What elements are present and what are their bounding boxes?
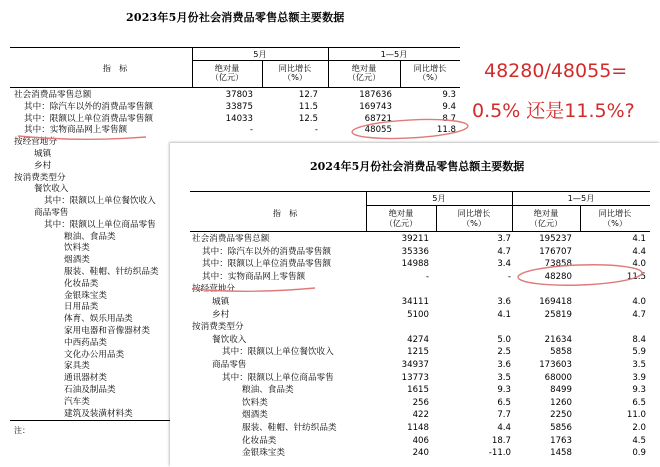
row-value: 68000 [544, 372, 572, 383]
row-label: 其中：实物商品网上零售额 [202, 271, 306, 282]
row-value: 35336 [401, 246, 429, 257]
header-top-rule [190, 191, 650, 192]
row-value: 3.6 [497, 360, 511, 370]
row-label: 化妆品类 [64, 278, 99, 289]
row-value: 5.9 [632, 347, 646, 358]
row-label: 其中：限额以上单位消费品零售额 [24, 113, 153, 124]
row-value: 68721 [364, 113, 392, 124]
row-value: 12.7 [298, 90, 318, 100]
row-label: 金银珠宝类 [64, 290, 107, 301]
row-label: 服装、鞋帽、针纺织品类 [64, 267, 159, 277]
row-value: 48055 [364, 125, 392, 136]
table-row [170, 271, 660, 284]
table-row [170, 258, 660, 271]
row-label: 其中：实物商品网上零售额 [24, 125, 128, 136]
row-value: 4.1 [632, 234, 646, 244]
row-value: 3.9 [632, 372, 646, 383]
row-value: 11.0 [626, 410, 646, 421]
row-value: - [425, 271, 429, 282]
row-label: 其中：限额以上单位消费品零售额 [202, 259, 331, 270]
table-row [170, 296, 660, 309]
footnote: 注： [14, 426, 30, 435]
row-value: 4.4 [497, 423, 511, 433]
row-value: 33875 [225, 101, 253, 112]
table-row [170, 372, 660, 385]
row-value: 1615 [407, 385, 429, 396]
row-value: 8.4 [632, 334, 646, 345]
row-value: 11.5 [298, 101, 318, 112]
row-value: 187636 [359, 90, 392, 100]
header-yoy: 同比增长 （%） [278, 63, 312, 82]
header-may: 5月 [253, 49, 267, 59]
table-row [170, 246, 660, 259]
row-label: 乡村 [34, 160, 52, 171]
row-value: 21634 [544, 334, 572, 345]
row-value: 169418 [539, 297, 572, 307]
row-label: 饮料类 [64, 243, 90, 254]
table-row [170, 435, 660, 448]
row-label: 城镇 [34, 149, 52, 159]
table-row [170, 422, 660, 435]
row-value: 9.3 [442, 90, 456, 100]
header-indicator: 指 标 [102, 63, 128, 73]
row-label: 餐饮收入 [212, 334, 247, 345]
row-value: 1260 [550, 397, 572, 408]
row-label: 家具类 [64, 361, 90, 372]
row-label: 其中：限额以上单位商品零售 [44, 219, 156, 230]
row-value: 7.7 [497, 410, 511, 421]
header-jan-may: 1—5月 [567, 193, 595, 203]
row-value: 406 [412, 435, 429, 446]
row-value: -11.0 [488, 448, 511, 459]
row-value: 1148 [407, 423, 429, 433]
header-bottom-rule [190, 231, 650, 232]
row-label: 粮油、食品类 [64, 231, 116, 242]
row-label: 金银珠宝类 [242, 448, 285, 459]
table-row [170, 283, 660, 296]
header-abs: 绝对量 （亿元） [210, 63, 244, 82]
row-label: 石油及制品类 [64, 385, 116, 395]
row-value: 1763 [550, 435, 572, 446]
row-label: 其中：限额以上单位餐饮收入 [222, 347, 334, 358]
row-value: 25819 [544, 309, 572, 320]
header-bottom-rule [10, 87, 460, 88]
row-value: - [314, 125, 318, 136]
row-value: 3.5 [632, 360, 646, 370]
row-label: 乡村 [212, 309, 230, 320]
row-label: 城镇 [212, 297, 230, 307]
row-label: 家用电器和音像器材类 [64, 326, 150, 336]
row-label: 按经营地分 [192, 284, 235, 295]
row-value: 3.7 [497, 234, 511, 244]
row-value: 39211 [401, 234, 429, 244]
row-value: 4.0 [632, 297, 646, 307]
table-row [170, 309, 660, 322]
row-value: 5856 [550, 423, 572, 433]
row-label: 中西药品类 [64, 337, 107, 348]
row-label: 服装、鞋帽、针纺织品类 [242, 423, 337, 433]
table-2024 [170, 143, 660, 467]
header-may: 5月 [432, 193, 446, 203]
header-mid-rule [366, 205, 650, 206]
table-row [170, 409, 660, 422]
header-abs: 绝对量 （亿元） [384, 208, 418, 228]
row-value: 240 [412, 448, 429, 459]
header-mid-rule [192, 60, 460, 61]
row-label: 烟酒类 [242, 410, 268, 421]
row-value: 4.7 [632, 309, 646, 320]
row-value: 73858 [544, 259, 572, 270]
row-label: 商品零售 [212, 360, 247, 370]
row-value: 3.4 [497, 259, 511, 270]
header-yoy: 同比增长 （%） [598, 208, 632, 228]
row-label: 日用品类 [64, 302, 99, 313]
row-label: 社会消费品零售总额 [192, 234, 270, 244]
row-value: 13773 [401, 372, 429, 383]
row-value: 37803 [225, 90, 253, 100]
row-value: 169743 [359, 101, 392, 112]
table-row [170, 321, 660, 334]
row-label: 通讯器材类 [64, 373, 107, 384]
row-value: 11.8 [436, 125, 456, 136]
row-value: 9.3 [632, 385, 646, 396]
row-value: 256 [412, 397, 429, 408]
table-row [0, 113, 470, 125]
row-value: 4.4 [632, 246, 646, 257]
row-value: 8499 [550, 385, 572, 396]
row-label: 按经营地分 [14, 137, 57, 148]
header-top-rule [10, 47, 460, 48]
row-value: 34111 [401, 297, 429, 307]
row-label: 按消费类型分 [192, 322, 244, 333]
row-label: 其中：除汽车以外的消费品零售额 [24, 101, 153, 112]
table-2023-title: 2023年5月份社会消费品零售总额主要数据 [126, 11, 345, 24]
header-abs: 绝对量 （亿元） [529, 208, 563, 228]
table-row [0, 89, 470, 101]
header-yoy: 同比增长 （%） [413, 63, 447, 82]
row-value: 5858 [550, 347, 572, 358]
row-label: 饮料类 [242, 397, 268, 408]
row-value: 5.0 [497, 334, 511, 345]
row-value: 3.6 [497, 297, 511, 307]
header-abs: 绝对量 （亿元） [347, 63, 381, 82]
row-label: 体育、娱乐用品类 [64, 314, 133, 325]
row-label: 按消费类型分 [14, 172, 66, 183]
row-value: 4.5 [632, 435, 646, 446]
row-value: 4.1 [497, 309, 511, 320]
row-value: 2.5 [497, 347, 511, 358]
row-value: 173603 [539, 360, 572, 370]
table-row [170, 384, 660, 397]
row-value: - [249, 125, 253, 136]
table-row [170, 334, 660, 347]
row-value: 4.7 [497, 246, 511, 257]
row-value: 14988 [401, 259, 429, 270]
row-value: 18.7 [491, 435, 511, 446]
row-label: 烟酒类 [64, 255, 90, 266]
annotation-line-2: 0.5% 还是11.5%? [472, 100, 635, 122]
table-2024-title: 2024年5月份社会消费品零售总额主要数据 [310, 160, 525, 173]
row-label: 粮油、食品类 [242, 385, 294, 396]
row-label: 其中：除汽车以外的消费品零售额 [202, 246, 331, 257]
row-value: 9.3 [497, 385, 511, 396]
row-label: 汽车类 [64, 396, 90, 407]
row-value: 14033 [225, 113, 253, 124]
row-value: 176707 [539, 246, 572, 257]
row-value: 422 [412, 410, 429, 421]
row-value: 2.0 [632, 423, 646, 433]
table-row [170, 359, 660, 372]
row-label: 商品零售 [34, 208, 69, 218]
table-row [0, 124, 470, 136]
row-label: 文化办公用品类 [64, 349, 125, 360]
row-value: 195237 [539, 234, 572, 244]
table-row [170, 447, 660, 460]
row-value: 1215 [407, 347, 429, 358]
row-value: 3.5 [497, 372, 511, 383]
row-label: 建筑及装潢材料类 [64, 408, 133, 419]
row-value: 11.5 [626, 271, 646, 282]
row-value: 0.9 [632, 448, 646, 459]
header-yoy: 同比增长 （%） [457, 208, 491, 228]
row-value: 12.5 [298, 113, 318, 124]
row-value: 5100 [407, 309, 429, 320]
row-value: 9.4 [442, 101, 456, 112]
table-row [170, 233, 660, 246]
row-value: 1458 [550, 448, 572, 459]
row-value: 6.5 [632, 397, 646, 408]
row-value: 2250 [550, 410, 572, 421]
row-value: - [507, 271, 511, 282]
row-value: 4.0 [632, 259, 646, 270]
table-row [170, 346, 660, 359]
row-value: 48280 [544, 271, 572, 282]
row-value: 4274 [407, 334, 429, 345]
annotation-line-1: 48280/48055= [484, 60, 628, 82]
row-value: 6.5 [497, 397, 511, 408]
row-label: 其中：限额以上单位餐饮收入 [44, 196, 156, 207]
table-row [170, 397, 660, 410]
row-label: 餐饮收入 [34, 184, 69, 195]
row-value: 8.7 [442, 113, 456, 124]
row-label: 其中：限额以上单位商品零售 [222, 372, 334, 383]
row-label: 化妆品类 [242, 435, 277, 446]
row-value: 34937 [401, 360, 429, 370]
header-indicator: 指 标 [272, 208, 298, 218]
header-jan-may: 1—5月 [380, 49, 408, 59]
table-row [0, 101, 470, 113]
row-label: 社会消费品零售总额 [14, 90, 92, 100]
